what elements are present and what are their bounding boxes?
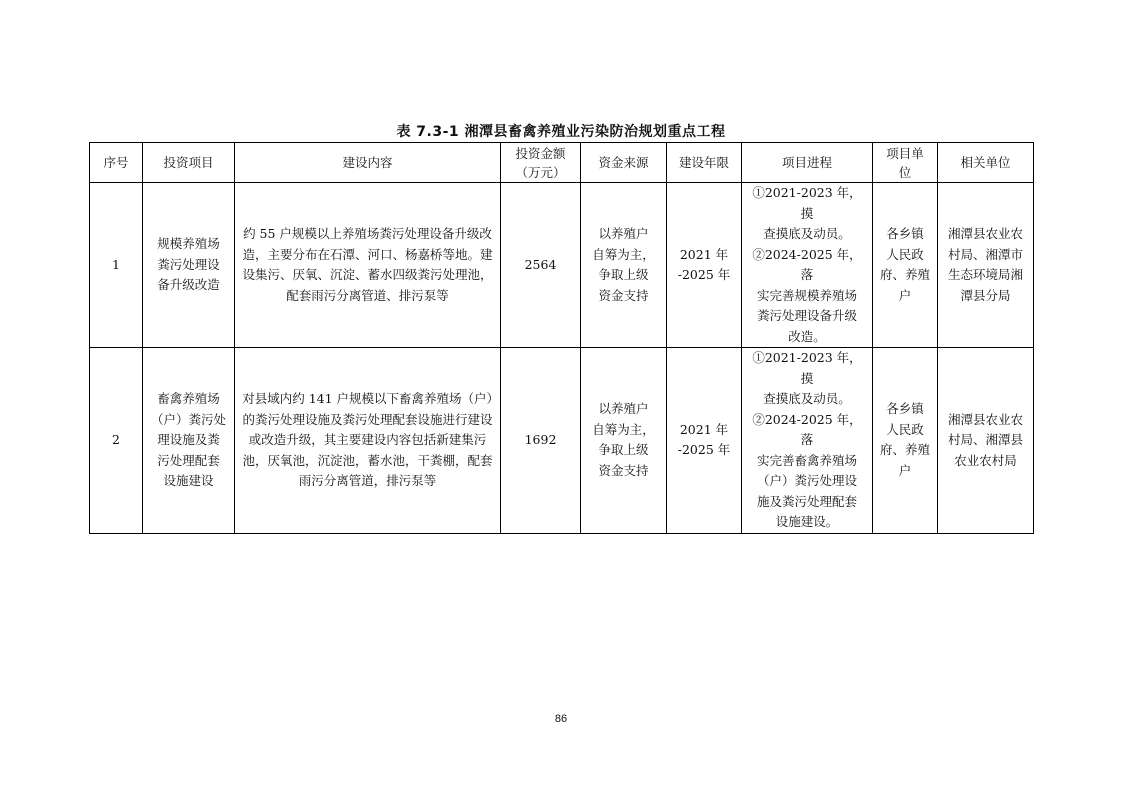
- cell-funding: 以养殖户 自筹为主， 争取上级 资金支持: [581, 183, 667, 348]
- cell-no: 1: [90, 183, 143, 348]
- cell-no: 2: [90, 348, 143, 534]
- cell-funding: 以养殖户 自筹为主， 争取上级 资金支持: [581, 348, 667, 534]
- table-row: [90, 183, 1034, 348]
- header-amount: 投资金额 （万元）: [501, 143, 581, 183]
- cell-amount: 2564: [501, 183, 581, 348]
- cell-content: 约 55 户规模以上养殖场粪污处理设备升级改造，主要分布在石潭、河口、杨嘉桥等地。建设集污、厌氧、沉淀、蓄水四级粪污处理池，配套雨污分离管道、排污泵等: [235, 183, 501, 348]
- cell-unit: 各乡镇 人民政 府、养殖 户: [873, 348, 938, 534]
- header-project: 投资项目: [143, 143, 235, 183]
- cell-amount: 1692: [501, 348, 581, 534]
- table-row: [90, 348, 1034, 534]
- header-funding: 资金来源: [581, 143, 667, 183]
- cell-content: 对县域内约 141 户规模以下畜禽养殖场（户）的粪污处理设施及粪污处理配套设施进行建设或改造升级，其主要建设内容包括新建集污池，厌氧池，沉淀池，蓄水池，干粪棚，配套雨污分离管道，排污泵等: [235, 348, 501, 534]
- cell-project: 规模养殖场 粪污处理设 备升级改造: [143, 183, 235, 348]
- header-unit: 项目单 位: [873, 143, 938, 183]
- cell-related: 湘潭县农业农 村局、湘潭县 农业农村局: [938, 348, 1034, 534]
- header-content: 建设内容: [235, 143, 501, 183]
- cell-period: 2021 年 -2025 年: [667, 348, 742, 534]
- cell-period: 2021 年 -2025 年: [667, 183, 742, 348]
- cell-progress: ①2021-2023 年，摸 查摸底及动员。 ②2024-2025 年，落 实完善畜禽养殖场 （户）粪污处理设 施及粪污处理配套 设施建设。: [742, 348, 873, 534]
- cell-unit: 各乡镇 人民政 府、养殖 户: [873, 183, 938, 348]
- header-no: 序号: [90, 143, 143, 183]
- table-header-row: [90, 143, 1034, 183]
- cell-progress: ①2021-2023 年，摸 查摸底及动员。 ②2024-2025 年，落 实完善规模养殖场 粪污处理设备升级 改造。: [742, 183, 873, 348]
- engineering-table: [89, 142, 1034, 534]
- cell-related: 湘潭县农业农 村局、湘潭市 生态环境局湘 潭县分局: [938, 183, 1034, 348]
- header-period: 建设年限: [667, 143, 742, 183]
- table-title: 表 7.3-1 湘潭县畜禽养殖业污染防治规划重点工程: [396, 124, 726, 140]
- header-related: 相关单位: [938, 143, 1034, 183]
- page-number: 86: [554, 713, 568, 725]
- header-progress: 项目进程: [742, 143, 873, 183]
- cell-project: 畜禽养殖场 （户）粪污处 理设施及粪 污处理配套 设施建设: [143, 348, 235, 534]
